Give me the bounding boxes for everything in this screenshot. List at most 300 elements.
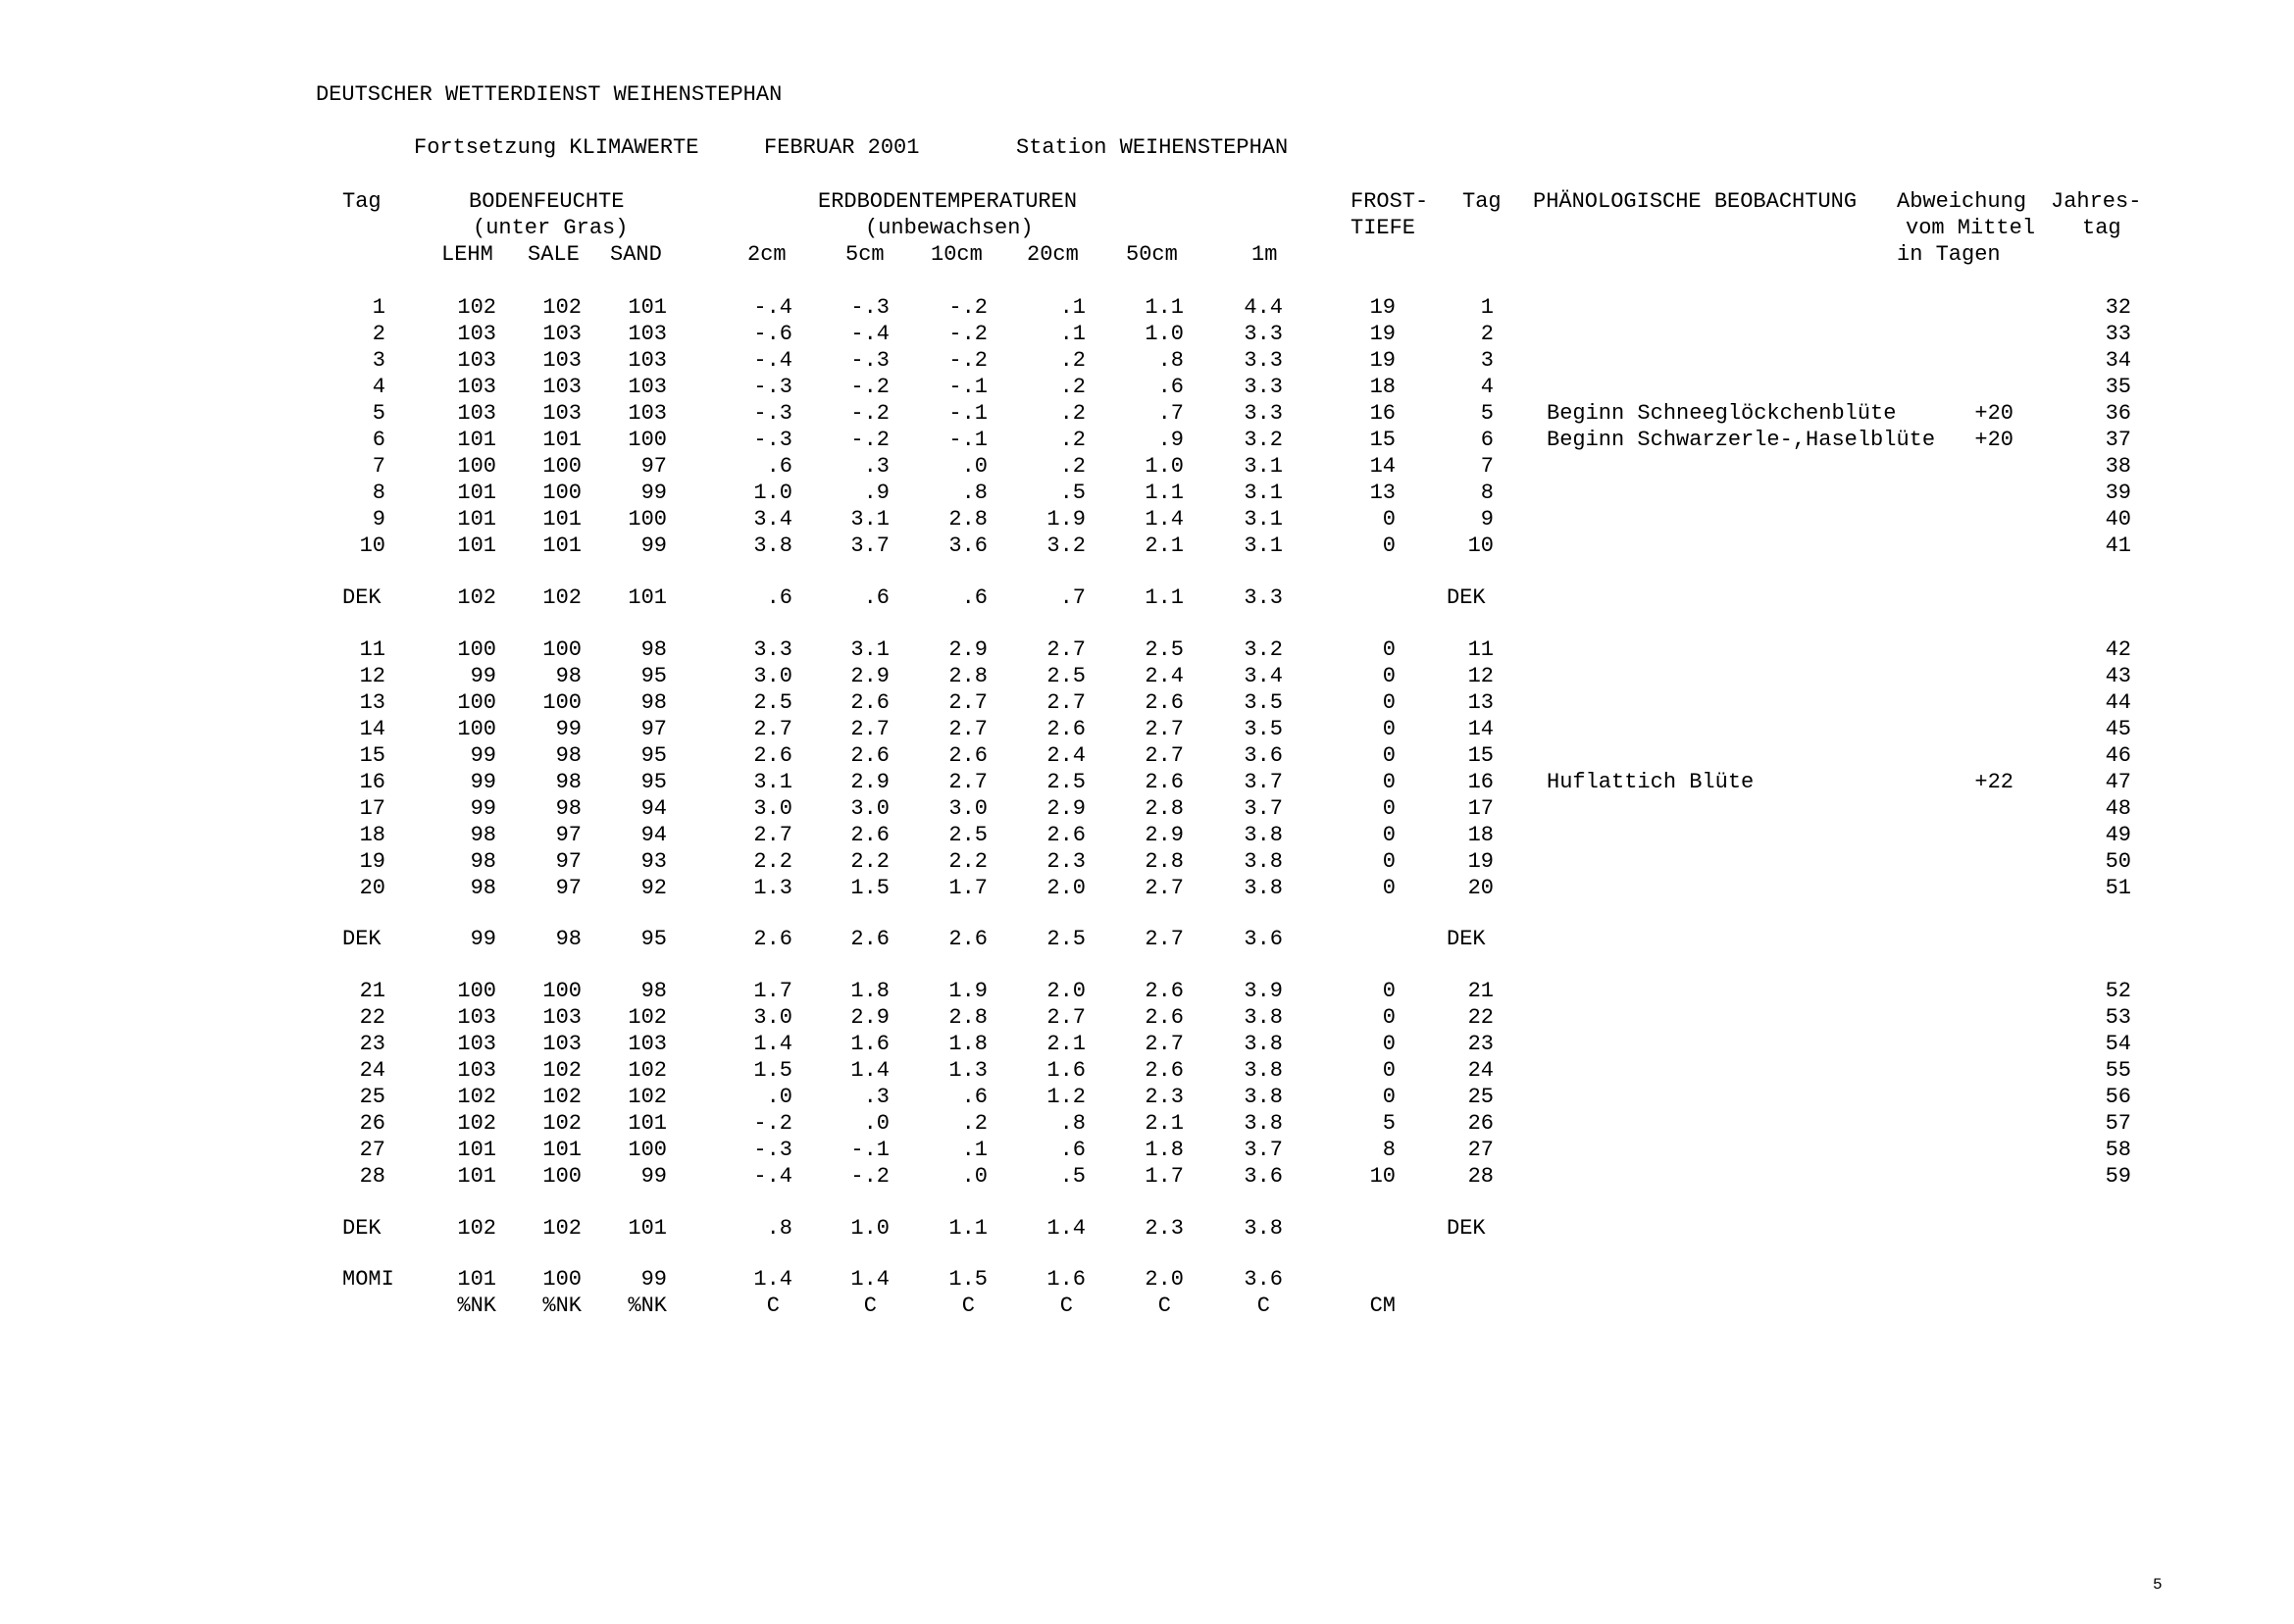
cell-1m: 3.7 bbox=[1244, 796, 1283, 821]
cell-20cm: 3.2 bbox=[1046, 533, 1086, 558]
cell-20cm: 2.0 bbox=[1046, 876, 1086, 900]
cell-10cm: 2.6 bbox=[948, 743, 988, 768]
cell-1m: 3.3 bbox=[1244, 375, 1283, 399]
cell-tag2: 18 bbox=[1467, 823, 1494, 847]
cell-lehm: 99 bbox=[470, 770, 496, 794]
cell-sale: 98 bbox=[555, 664, 582, 688]
cell-sand: 101 bbox=[628, 295, 667, 320]
cell-lehm: 99 bbox=[470, 743, 496, 768]
cell-tag2: 12 bbox=[1467, 664, 1494, 688]
cell-sale: 101 bbox=[542, 533, 582, 558]
cell-sale: 102 bbox=[542, 585, 582, 610]
cell-2cm: 1.0 bbox=[753, 481, 792, 505]
cell-1m: 3.1 bbox=[1244, 507, 1283, 532]
station-label: Station WEIHENSTEPHAN bbox=[1016, 135, 1289, 160]
cell-1m: 3.8 bbox=[1244, 1111, 1283, 1136]
cell-sand: 95 bbox=[640, 927, 667, 951]
unit-d10: C bbox=[961, 1294, 975, 1318]
cell-jahrestag: 55 bbox=[2105, 1058, 2131, 1083]
cell-5cm: -.4 bbox=[850, 322, 890, 346]
cell-sand: 99 bbox=[640, 481, 667, 505]
cell-jahrestag: 47 bbox=[2105, 770, 2131, 794]
cell-frost: 0 bbox=[1382, 533, 1396, 558]
cell-sand: 94 bbox=[640, 823, 667, 847]
cell-tag2: 4 bbox=[1480, 375, 1494, 399]
unit-sand: %NK bbox=[628, 1294, 667, 1318]
cell-2cm: .6 bbox=[766, 585, 792, 610]
cell-1m: 3.8 bbox=[1244, 1216, 1283, 1241]
cell-1m: 3.6 bbox=[1244, 743, 1283, 768]
cell-tag: 14 bbox=[359, 717, 385, 741]
cell-50cm: 2.6 bbox=[1145, 1005, 1184, 1030]
cell-10cm: 2.2 bbox=[948, 849, 988, 874]
cell-20cm: 2.9 bbox=[1046, 796, 1086, 821]
cell-frost: 19 bbox=[1369, 295, 1396, 320]
cell-tag: 20 bbox=[359, 876, 385, 900]
cell-10cm: .8 bbox=[961, 481, 988, 505]
cell-tag2: 14 bbox=[1467, 717, 1494, 741]
col-frost-header-2: TIEFE bbox=[1351, 216, 1416, 240]
cell-20cm: 1.6 bbox=[1046, 1267, 1086, 1292]
col-sale-header: SALE bbox=[528, 242, 580, 267]
cell-sand: 101 bbox=[628, 585, 667, 610]
cell-5cm: 3.1 bbox=[850, 637, 890, 662]
cell-1m: 3.3 bbox=[1244, 585, 1283, 610]
cell-jahrestag: 48 bbox=[2105, 796, 2131, 821]
col-erdboden-sub: (unbewachsen) bbox=[865, 216, 1034, 240]
cell-2cm: 2.7 bbox=[753, 717, 792, 741]
cell-tag: 22 bbox=[359, 1005, 385, 1030]
unit-lehm: %NK bbox=[457, 1294, 496, 1318]
col-5cm-header: 5cm bbox=[845, 242, 885, 267]
col-20cm-header: 20cm bbox=[1027, 242, 1079, 267]
cell-sale: 98 bbox=[555, 927, 582, 951]
cell-sand: 103 bbox=[628, 401, 667, 426]
cell-20cm: .8 bbox=[1059, 1111, 1086, 1136]
cell-jahrestag: 36 bbox=[2105, 401, 2131, 426]
cell-tag2: 21 bbox=[1467, 979, 1494, 1003]
cell-tag2: 27 bbox=[1467, 1138, 1494, 1162]
cell-abweichung: +20 bbox=[1974, 401, 2014, 426]
cell-frost: 15 bbox=[1369, 428, 1396, 452]
cell-tag2: DEK bbox=[1447, 927, 1486, 951]
cell-sale: 100 bbox=[542, 979, 582, 1003]
cell-tag: 9 bbox=[372, 507, 385, 532]
cell-1m: 3.8 bbox=[1244, 1005, 1283, 1030]
cell-tag: 3 bbox=[372, 348, 385, 373]
cell-frost: 0 bbox=[1382, 823, 1396, 847]
cell-tag: 26 bbox=[359, 1111, 385, 1136]
cell-5cm: -.3 bbox=[850, 348, 890, 373]
cell-sand: 99 bbox=[640, 1267, 667, 1292]
cell-50cm: 1.8 bbox=[1145, 1138, 1184, 1162]
cell-jahrestag: 53 bbox=[2105, 1005, 2131, 1030]
cell-tag: 7 bbox=[372, 454, 385, 479]
cell-frost: 0 bbox=[1382, 664, 1396, 688]
cell-frost: 0 bbox=[1382, 849, 1396, 874]
cell-tag: 18 bbox=[359, 823, 385, 847]
cell-5cm: 1.8 bbox=[850, 979, 890, 1003]
cell-tag2: 8 bbox=[1480, 481, 1494, 505]
cell-lehm: 101 bbox=[457, 507, 496, 532]
cell-10cm: 2.8 bbox=[948, 507, 988, 532]
cell-frost: 0 bbox=[1382, 1005, 1396, 1030]
cell-5cm: -.3 bbox=[850, 295, 890, 320]
cell-1m: 3.8 bbox=[1244, 1032, 1283, 1056]
cell-lehm: 99 bbox=[470, 796, 496, 821]
cell-10cm: .0 bbox=[961, 454, 988, 479]
cell-5cm: 2.6 bbox=[850, 743, 890, 768]
cell-10cm: 3.0 bbox=[948, 796, 988, 821]
cell-1m: 3.3 bbox=[1244, 348, 1283, 373]
subtitle-prefix: Fortsetzung KLIMAWERTE bbox=[414, 135, 699, 160]
cell-sand: 93 bbox=[640, 849, 667, 874]
cell-10cm: 1.7 bbox=[948, 876, 988, 900]
cell-sand: 102 bbox=[628, 1085, 667, 1109]
cell-frost: 0 bbox=[1382, 743, 1396, 768]
cell-10cm: 2.5 bbox=[948, 823, 988, 847]
cell-1m: 3.3 bbox=[1244, 401, 1283, 426]
cell-sale: 103 bbox=[542, 1032, 582, 1056]
cell-5cm: -.2 bbox=[850, 375, 890, 399]
cell-sale: 101 bbox=[542, 507, 582, 532]
cell-1m: 3.1 bbox=[1244, 481, 1283, 505]
cell-tag: 17 bbox=[359, 796, 385, 821]
cell-1m: 3.8 bbox=[1244, 823, 1283, 847]
cell-sand: 103 bbox=[628, 1032, 667, 1056]
cell-1m: 3.6 bbox=[1244, 927, 1283, 951]
cell-5cm: 2.6 bbox=[850, 823, 890, 847]
cell-tag2: 6 bbox=[1480, 428, 1494, 452]
cell-2cm: 2.6 bbox=[753, 743, 792, 768]
cell-frost: 0 bbox=[1382, 637, 1396, 662]
cell-tag: 23 bbox=[359, 1032, 385, 1056]
cell-lehm: 102 bbox=[457, 1111, 496, 1136]
cell-2cm: 3.1 bbox=[753, 770, 792, 794]
cell-lehm: 103 bbox=[457, 375, 496, 399]
cell-50cm: 2.8 bbox=[1145, 849, 1184, 874]
cell-20cm: 2.6 bbox=[1046, 823, 1086, 847]
cell-10cm: -.1 bbox=[948, 375, 988, 399]
cell-phaenologie: Huflattich Blüte bbox=[1547, 770, 1755, 794]
cell-2cm: 2.5 bbox=[753, 690, 792, 715]
cell-2cm: -.6 bbox=[753, 322, 792, 346]
cell-20cm: 2.7 bbox=[1046, 690, 1086, 715]
cell-lehm: 101 bbox=[457, 1267, 496, 1292]
cell-sand: 92 bbox=[640, 876, 667, 900]
cell-10cm: 1.9 bbox=[948, 979, 988, 1003]
cell-jahrestag: 54 bbox=[2105, 1032, 2131, 1056]
cell-abweichung: +22 bbox=[1974, 770, 2014, 794]
cell-5cm: -.2 bbox=[850, 1164, 890, 1189]
cell-50cm: 2.0 bbox=[1145, 1267, 1184, 1292]
cell-5cm: 2.9 bbox=[850, 1005, 890, 1030]
unit-d20: C bbox=[1059, 1294, 1073, 1318]
cell-50cm: 1.1 bbox=[1145, 481, 1184, 505]
cell-sand: 103 bbox=[628, 322, 667, 346]
cell-10cm: 1.5 bbox=[948, 1267, 988, 1292]
cell-tag2: 11 bbox=[1467, 637, 1494, 662]
cell-phaenologie: Beginn Schwarzerle-,Haselblüte bbox=[1547, 428, 1936, 452]
cell-5cm: .0 bbox=[863, 1111, 890, 1136]
cell-1m: 3.5 bbox=[1244, 690, 1283, 715]
cell-20cm: .5 bbox=[1059, 1164, 1086, 1189]
cell-20cm: .2 bbox=[1059, 428, 1086, 452]
cell-lehm: 98 bbox=[470, 849, 496, 874]
cell-sand: 97 bbox=[640, 717, 667, 741]
cell-50cm: 2.5 bbox=[1145, 637, 1184, 662]
cell-frost: 0 bbox=[1382, 507, 1396, 532]
cell-50cm: 2.3 bbox=[1145, 1085, 1184, 1109]
cell-jahrestag: 32 bbox=[2105, 295, 2131, 320]
cell-tag: 15 bbox=[359, 743, 385, 768]
cell-lehm: 102 bbox=[457, 295, 496, 320]
cell-50cm: 2.4 bbox=[1145, 664, 1184, 688]
cell-20cm: 2.0 bbox=[1046, 979, 1086, 1003]
cell-10cm: .2 bbox=[961, 1111, 988, 1136]
cell-sale: 103 bbox=[542, 322, 582, 346]
cell-1m: 3.7 bbox=[1244, 1138, 1283, 1162]
cell-50cm: 2.7 bbox=[1145, 1032, 1184, 1056]
cell-5cm: 2.9 bbox=[850, 664, 890, 688]
cell-jahrestag: 42 bbox=[2105, 637, 2131, 662]
cell-jahrestag: 38 bbox=[2105, 454, 2131, 479]
col-abweichung-header-3: in Tagen bbox=[1897, 242, 2001, 267]
cell-tag: 19 bbox=[359, 849, 385, 874]
cell-jahrestag: 43 bbox=[2105, 664, 2131, 688]
cell-sand: 100 bbox=[628, 1138, 667, 1162]
col-bodenfeuchte-header: BODENFEUCHTE bbox=[469, 189, 625, 214]
cell-sand: 103 bbox=[628, 375, 667, 399]
cell-jahrestag: 37 bbox=[2105, 428, 2131, 452]
cell-20cm: .2 bbox=[1059, 348, 1086, 373]
cell-tag: 8 bbox=[372, 481, 385, 505]
cell-1m: 3.8 bbox=[1244, 849, 1283, 874]
cell-sand: 95 bbox=[640, 743, 667, 768]
col-50cm-header: 50cm bbox=[1126, 242, 1178, 267]
cell-tag: 28 bbox=[359, 1164, 385, 1189]
cell-5cm: 2.6 bbox=[850, 927, 890, 951]
col-jahrestag-header: Jahres- bbox=[2051, 189, 2142, 214]
cell-frost: 0 bbox=[1382, 979, 1396, 1003]
cell-tag2: 25 bbox=[1467, 1085, 1494, 1109]
unit-d50: C bbox=[1157, 1294, 1171, 1318]
cell-5cm: -.1 bbox=[850, 1138, 890, 1162]
cell-50cm: 1.1 bbox=[1145, 585, 1184, 610]
col-abweichung-header: Abweichung bbox=[1897, 189, 2027, 214]
cell-tag: DEK bbox=[342, 585, 382, 610]
cell-5cm: 3.0 bbox=[850, 796, 890, 821]
cell-50cm: 2.6 bbox=[1145, 979, 1184, 1003]
cell-2cm: .0 bbox=[766, 1085, 792, 1109]
cell-10cm: 1.3 bbox=[948, 1058, 988, 1083]
cell-2cm: -.2 bbox=[753, 1111, 792, 1136]
cell-tag: 13 bbox=[359, 690, 385, 715]
institution-title: DEUTSCHER WETTERDIENST WEIHENSTEPHAN bbox=[316, 82, 783, 107]
cell-20cm: .6 bbox=[1059, 1138, 1086, 1162]
cell-sale: 98 bbox=[555, 770, 582, 794]
cell-lehm: 102 bbox=[457, 1085, 496, 1109]
cell-5cm: 2.2 bbox=[850, 849, 890, 874]
cell-jahrestag: 46 bbox=[2105, 743, 2131, 768]
cell-tag: MOMI bbox=[342, 1267, 394, 1292]
cell-1m: 3.5 bbox=[1244, 717, 1283, 741]
cell-tag: 12 bbox=[359, 664, 385, 688]
cell-lehm: 101 bbox=[457, 481, 496, 505]
cell-lehm: 102 bbox=[457, 585, 496, 610]
cell-10cm: -.1 bbox=[948, 428, 988, 452]
cell-2cm: -.3 bbox=[753, 428, 792, 452]
cell-1m: 3.8 bbox=[1244, 1085, 1283, 1109]
cell-50cm: 1.7 bbox=[1145, 1164, 1184, 1189]
cell-sand: 101 bbox=[628, 1111, 667, 1136]
cell-frost: 19 bbox=[1369, 322, 1396, 346]
cell-lehm: 103 bbox=[457, 1032, 496, 1056]
cell-tag2: 22 bbox=[1467, 1005, 1494, 1030]
cell-tag: 10 bbox=[359, 533, 385, 558]
cell-20cm: 1.6 bbox=[1046, 1058, 1086, 1083]
cell-tag2: 17 bbox=[1467, 796, 1494, 821]
cell-50cm: 1.0 bbox=[1145, 454, 1184, 479]
cell-50cm: 1.4 bbox=[1145, 507, 1184, 532]
cell-2cm: .6 bbox=[766, 454, 792, 479]
cell-lehm: 100 bbox=[457, 717, 496, 741]
cell-20cm: 2.4 bbox=[1046, 743, 1086, 768]
cell-20cm: 2.7 bbox=[1046, 1005, 1086, 1030]
cell-2cm: -.4 bbox=[753, 348, 792, 373]
col-1m-header: 1m bbox=[1251, 242, 1278, 267]
unit-frost: CM bbox=[1369, 1294, 1396, 1318]
col-bodenfeuchte-sub: (unter Gras) bbox=[473, 216, 629, 240]
cell-jahrestag: 40 bbox=[2105, 507, 2131, 532]
cell-tag2: 19 bbox=[1467, 849, 1494, 874]
cell-sand: 97 bbox=[640, 454, 667, 479]
cell-lehm: 99 bbox=[470, 664, 496, 688]
cell-lehm: 100 bbox=[457, 454, 496, 479]
col-jahrestag-header-2: tag bbox=[2082, 216, 2121, 240]
cell-50cm: 2.3 bbox=[1145, 1216, 1184, 1241]
cell-5cm: 3.7 bbox=[850, 533, 890, 558]
cell-tag2: DEK bbox=[1447, 1216, 1486, 1241]
cell-10cm: 3.6 bbox=[948, 533, 988, 558]
cell-frost: 10 bbox=[1369, 1164, 1396, 1189]
cell-10cm: 1.1 bbox=[948, 1216, 988, 1241]
cell-sale: 100 bbox=[542, 1267, 582, 1292]
col-erdboden-header: ERDBODENTEMPERATUREN bbox=[818, 189, 1078, 214]
cell-sale: 98 bbox=[555, 743, 582, 768]
cell-tag: 24 bbox=[359, 1058, 385, 1083]
cell-tag2: 5 bbox=[1480, 401, 1494, 426]
cell-10cm: 2.7 bbox=[948, 717, 988, 741]
cell-2cm: .8 bbox=[766, 1216, 792, 1241]
cell-10cm: .6 bbox=[961, 1085, 988, 1109]
cell-sale: 97 bbox=[555, 823, 582, 847]
cell-5cm: 2.9 bbox=[850, 770, 890, 794]
cell-frost: 5 bbox=[1382, 1111, 1396, 1136]
cell-50cm: 2.7 bbox=[1145, 876, 1184, 900]
cell-50cm: 1.0 bbox=[1145, 322, 1184, 346]
cell-frost: 0 bbox=[1382, 690, 1396, 715]
cell-50cm: 2.6 bbox=[1145, 1058, 1184, 1083]
cell-20cm: .1 bbox=[1059, 295, 1086, 320]
cell-2cm: 1.4 bbox=[753, 1267, 792, 1292]
cell-lehm: 101 bbox=[457, 1138, 496, 1162]
cell-10cm: -.1 bbox=[948, 401, 988, 426]
cell-50cm: 2.9 bbox=[1145, 823, 1184, 847]
cell-50cm: 1.1 bbox=[1145, 295, 1184, 320]
col-lehm-header: LEHM bbox=[441, 242, 493, 267]
cell-jahrestag: 58 bbox=[2105, 1138, 2131, 1162]
cell-frost: 0 bbox=[1382, 876, 1396, 900]
cell-frost: 19 bbox=[1369, 348, 1396, 373]
cell-sale: 97 bbox=[555, 849, 582, 874]
cell-tag2: 26 bbox=[1467, 1111, 1494, 1136]
cell-1m: 3.8 bbox=[1244, 876, 1283, 900]
cell-tag: 25 bbox=[359, 1085, 385, 1109]
col-sand-header: SAND bbox=[610, 242, 662, 267]
cell-jahrestag: 57 bbox=[2105, 1111, 2131, 1136]
cell-sale: 102 bbox=[542, 1085, 582, 1109]
cell-tag2: 24 bbox=[1467, 1058, 1494, 1083]
cell-20cm: 2.7 bbox=[1046, 637, 1086, 662]
cell-jahrestag: 41 bbox=[2105, 533, 2131, 558]
cell-lehm: 103 bbox=[457, 401, 496, 426]
cell-20cm: 2.5 bbox=[1046, 927, 1086, 951]
cell-lehm: 100 bbox=[457, 979, 496, 1003]
cell-tag2: 10 bbox=[1467, 533, 1494, 558]
cell-phaenologie: Beginn Schneeglöckchenblüte bbox=[1547, 401, 1897, 426]
cell-50cm: .8 bbox=[1157, 348, 1184, 373]
cell-tag2: 9 bbox=[1480, 507, 1494, 532]
cell-2cm: 3.3 bbox=[753, 637, 792, 662]
cell-sand: 98 bbox=[640, 637, 667, 662]
cell-tag: 16 bbox=[359, 770, 385, 794]
cell-tag2: 23 bbox=[1467, 1032, 1494, 1056]
cell-sand: 103 bbox=[628, 348, 667, 373]
cell-jahrestag: 52 bbox=[2105, 979, 2131, 1003]
cell-2cm: 1.5 bbox=[753, 1058, 792, 1083]
cell-frost: 8 bbox=[1382, 1138, 1396, 1162]
cell-5cm: 3.1 bbox=[850, 507, 890, 532]
cell-20cm: 2.5 bbox=[1046, 664, 1086, 688]
cell-tag2: 28 bbox=[1467, 1164, 1494, 1189]
cell-50cm: 2.1 bbox=[1145, 1111, 1184, 1136]
cell-tag: 21 bbox=[359, 979, 385, 1003]
cell-tag2: 2 bbox=[1480, 322, 1494, 346]
cell-20cm: 2.3 bbox=[1046, 849, 1086, 874]
cell-frost: 14 bbox=[1369, 454, 1396, 479]
cell-1m: 3.7 bbox=[1244, 770, 1283, 794]
cell-jahrestag: 33 bbox=[2105, 322, 2131, 346]
cell-sale: 103 bbox=[542, 348, 582, 373]
unit-d5: C bbox=[863, 1294, 877, 1318]
cell-5cm: 2.6 bbox=[850, 690, 890, 715]
cell-2cm: -.4 bbox=[753, 295, 792, 320]
cell-50cm: .7 bbox=[1157, 401, 1184, 426]
cell-1m: 3.1 bbox=[1244, 533, 1283, 558]
cell-sale: 103 bbox=[542, 375, 582, 399]
cell-sale: 98 bbox=[555, 796, 582, 821]
cell-lehm: 102 bbox=[457, 1216, 496, 1241]
cell-sale: 102 bbox=[542, 1216, 582, 1241]
cell-50cm: 2.6 bbox=[1145, 770, 1184, 794]
cell-20cm: 1.9 bbox=[1046, 507, 1086, 532]
cell-2cm: -.3 bbox=[753, 401, 792, 426]
cell-tag2: 13 bbox=[1467, 690, 1494, 715]
unit-d100: C bbox=[1256, 1294, 1270, 1318]
cell-1m: 3.9 bbox=[1244, 979, 1283, 1003]
cell-1m: 3.6 bbox=[1244, 1267, 1283, 1292]
